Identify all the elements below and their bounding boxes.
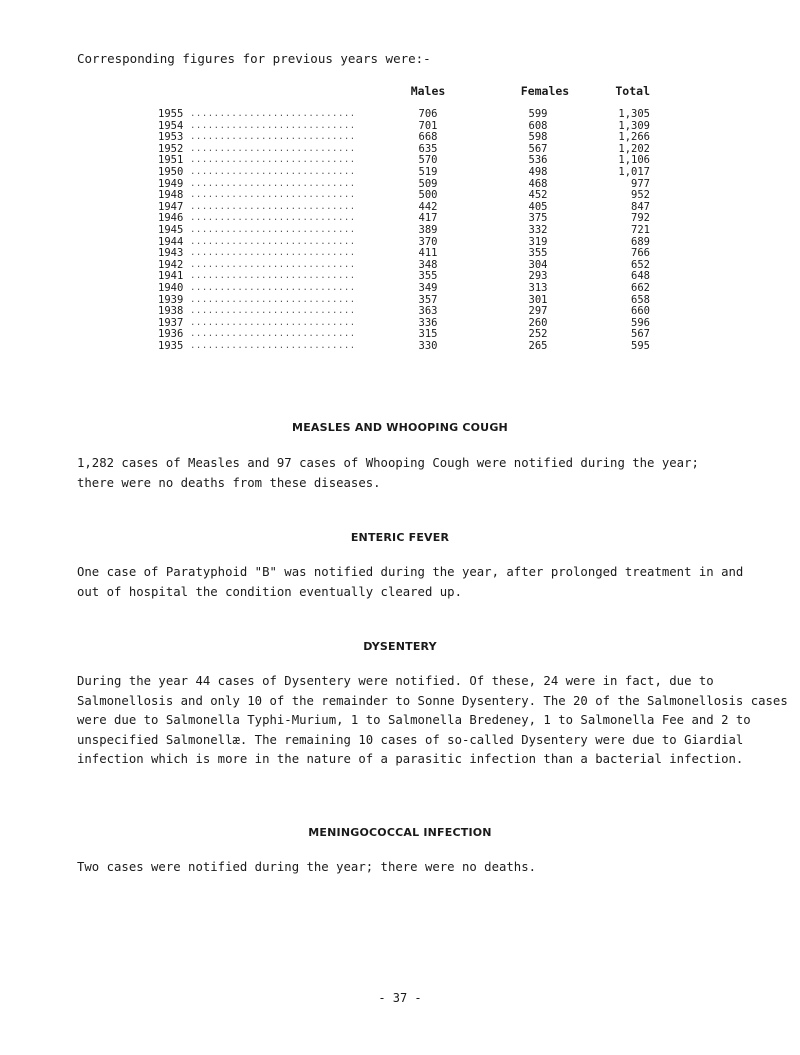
total-cell: 1,309 [618, 119, 650, 132]
para-enteric-fever [77, 563, 744, 602]
males-cell: 442 [418, 200, 438, 213]
year-cell: 1943 [158, 247, 184, 260]
males-cell: 509 [418, 177, 438, 190]
year-cell: 1946 [158, 212, 184, 225]
para-meningococcal [77, 858, 727, 878]
paragraph-line: Two cases were notified during the year; there were no deaths. [77, 860, 537, 874]
total-cell: 1,202 [618, 142, 650, 155]
females-cell: 332 [528, 223, 548, 236]
males-cell: 701 [418, 119, 438, 132]
females-cell: 301 [528, 293, 548, 306]
year-cell: 1952 [158, 142, 184, 155]
heading-measles: MEASLES AND WHOOPING COUGH [292, 421, 508, 434]
table-row [158, 132, 658, 144]
total-cell: 792 [631, 212, 650, 225]
females-cell: 304 [528, 258, 548, 271]
leader-dots: ............................ [190, 120, 356, 131]
females-cell: 498 [528, 165, 548, 178]
total-cell: 1,017 [618, 165, 650, 178]
males-cell: 355 [418, 270, 438, 283]
leader-dots: ............................ [190, 340, 356, 351]
females-cell: 265 [528, 339, 548, 352]
females-cell: 405 [528, 200, 548, 213]
total-cell: 1,305 [618, 108, 650, 120]
total-cell: 721 [631, 223, 650, 236]
table-row [158, 318, 658, 330]
table-row [158, 237, 658, 249]
paragraph-line: there were no deaths from these diseases. [77, 475, 381, 490]
males-cell: 330 [418, 339, 438, 352]
total-cell: 766 [631, 247, 650, 260]
year-cell: 1942 [158, 258, 184, 271]
females-cell: 598 [528, 131, 548, 144]
table-row [158, 179, 658, 191]
leader-dots: ............................ [190, 317, 356, 328]
table-row [158, 202, 658, 214]
females-cell: 319 [528, 235, 548, 248]
total-cell: 660 [631, 305, 650, 318]
leader-dots: ............................ [190, 248, 356, 259]
leader-dots: ............................ [190, 259, 356, 270]
females-cell: 599 [528, 108, 548, 120]
heading-meningococcal: MENINGOCOCCAL INFECTION [308, 826, 492, 839]
heading-enteric-fever: ENTERIC FEVER [350, 531, 450, 544]
paragraph-line: 1,282 cases of Measles and 97 cases of Whooping Cough were notified during the year; [77, 456, 699, 470]
leader-dots: ............................ [190, 329, 356, 340]
females-cell: 355 [528, 247, 548, 260]
header-males: Males [410, 84, 446, 98]
total-cell: 658 [631, 293, 650, 306]
females-cell: 452 [528, 189, 548, 202]
leader-dots: ............................ [190, 271, 356, 282]
table-row [158, 144, 658, 156]
females-cell: 252 [528, 328, 548, 341]
heading-dysentery: DYSENTERY [363, 640, 437, 653]
year-cell: 1938 [158, 305, 184, 318]
year-cell: 1945 [158, 223, 184, 236]
males-cell: 668 [418, 131, 438, 144]
males-cell: 357 [418, 293, 438, 306]
paragraph-line: Salmonellosis and only 10 of the remainder to Sonne Dysentery. The 20 of the Salmonellosis cases [77, 693, 788, 708]
year-cell: 1953 [158, 131, 184, 144]
table-row [158, 109, 658, 121]
males-cell: 706 [418, 108, 438, 120]
year-cell: 1941 [158, 270, 184, 283]
paragraph-line: were due to Salmonella Typhi-Murium, 1 to Salmonella Bredeney, 1 to Salmonella Fee and 2 to [77, 713, 751, 727]
paragraph-line: out of hospital the condition eventually cleared up. [77, 584, 462, 599]
total-cell: 595 [631, 339, 650, 352]
males-cell: 417 [418, 212, 438, 225]
year-cell: 1948 [158, 189, 184, 202]
paragraph-line: infection which is more in the nature of a parasitic infection than a bacterial infection. [77, 752, 744, 766]
para-measles [77, 454, 727, 493]
table-row [158, 271, 658, 283]
females-cell: 375 [528, 212, 548, 225]
table-row [158, 167, 658, 179]
year-cell: 1935 [158, 339, 184, 352]
year-cell: 1954 [158, 119, 184, 132]
total-cell: 1,266 [618, 131, 650, 144]
leader-dots: ............................ [190, 155, 356, 166]
males-cell: 389 [418, 223, 438, 236]
table-row [158, 121, 658, 133]
table-row [158, 248, 658, 260]
year-cell: 1949 [158, 177, 184, 190]
header-females: Females [520, 84, 570, 98]
page-number: - 37 - [378, 991, 422, 1005]
males-cell: 519 [418, 165, 438, 178]
females-cell: 313 [528, 281, 548, 294]
paragraph-line: One case of Paratyphoid "B" was notified during the year, after prolonged treatment in and [77, 565, 744, 579]
total-cell: 952 [631, 189, 650, 202]
males-cell: 500 [418, 189, 438, 202]
females-cell: 468 [528, 177, 548, 190]
table-row [158, 295, 658, 307]
paragraph-line: unspecified Salmonellæ. The remaining 10 cases of so-called Dysentery were due to Giardial [77, 732, 744, 747]
males-cell: 349 [418, 281, 438, 294]
males-cell: 336 [418, 316, 438, 329]
year-cell: 1947 [158, 200, 184, 213]
leader-dots: ............................ [190, 213, 356, 224]
leader-dots: ............................ [190, 178, 356, 189]
males-cell: 315 [418, 328, 438, 341]
total-cell: 977 [631, 177, 650, 190]
total-cell: 596 [631, 316, 650, 329]
paragraph-line: During the year 44 cases of Dysentery were notified. Of these, 24 were in fact, due to [77, 674, 714, 688]
year-cell: 1950 [158, 165, 184, 178]
leader-dots: ............................ [190, 224, 356, 235]
leader-dots: ............................ [190, 236, 356, 247]
leader-dots: ............................ [190, 109, 356, 119]
females-cell: 608 [528, 119, 548, 132]
intro-text: Corresponding figures for previous years were:- [77, 51, 431, 66]
table-row [158, 155, 658, 167]
table-row [158, 341, 658, 353]
leader-dots: ............................ [190, 190, 356, 201]
year-cell: 1955 [158, 108, 184, 120]
total-cell: 689 [631, 235, 650, 248]
year-cell: 1944 [158, 235, 184, 248]
females-cell: 260 [528, 316, 548, 329]
total-cell: 662 [631, 281, 650, 294]
table-row [158, 190, 658, 202]
males-cell: 363 [418, 305, 438, 318]
leader-dots: ............................ [190, 201, 356, 212]
year-cell: 1940 [158, 281, 184, 294]
table-row [158, 306, 658, 318]
males-cell: 635 [418, 142, 438, 155]
total-cell: 567 [631, 328, 650, 341]
leader-dots: ............................ [190, 166, 356, 177]
total-cell: 652 [631, 258, 650, 271]
leader-dots: ............................ [190, 282, 356, 293]
year-cell: 1936 [158, 328, 184, 341]
table-row [158, 329, 658, 341]
total-cell: 1,106 [618, 154, 650, 167]
females-cell: 536 [528, 154, 548, 167]
year-cell: 1939 [158, 293, 184, 306]
notifications-table [158, 109, 658, 352]
year-cell: 1951 [158, 154, 184, 167]
total-cell: 847 [631, 200, 650, 213]
table-row [158, 225, 658, 237]
males-cell: 370 [418, 235, 438, 248]
leader-dots: ............................ [190, 132, 356, 143]
males-cell: 570 [418, 154, 438, 167]
year-cell: 1937 [158, 316, 184, 329]
table-row [158, 260, 658, 272]
total-cell: 648 [631, 270, 650, 283]
males-cell: 348 [418, 258, 438, 271]
leader-dots: ............................ [190, 294, 356, 305]
table-row [158, 213, 658, 225]
females-cell: 293 [528, 270, 548, 283]
females-cell: 567 [528, 142, 548, 155]
leader-dots: ............................ [190, 306, 356, 317]
females-cell: 297 [528, 305, 548, 318]
leader-dots: ............................ [190, 143, 356, 154]
header-total: Total [615, 84, 650, 98]
males-cell: 411 [418, 247, 438, 260]
para-dysentery [77, 672, 788, 770]
table-row [158, 283, 658, 295]
